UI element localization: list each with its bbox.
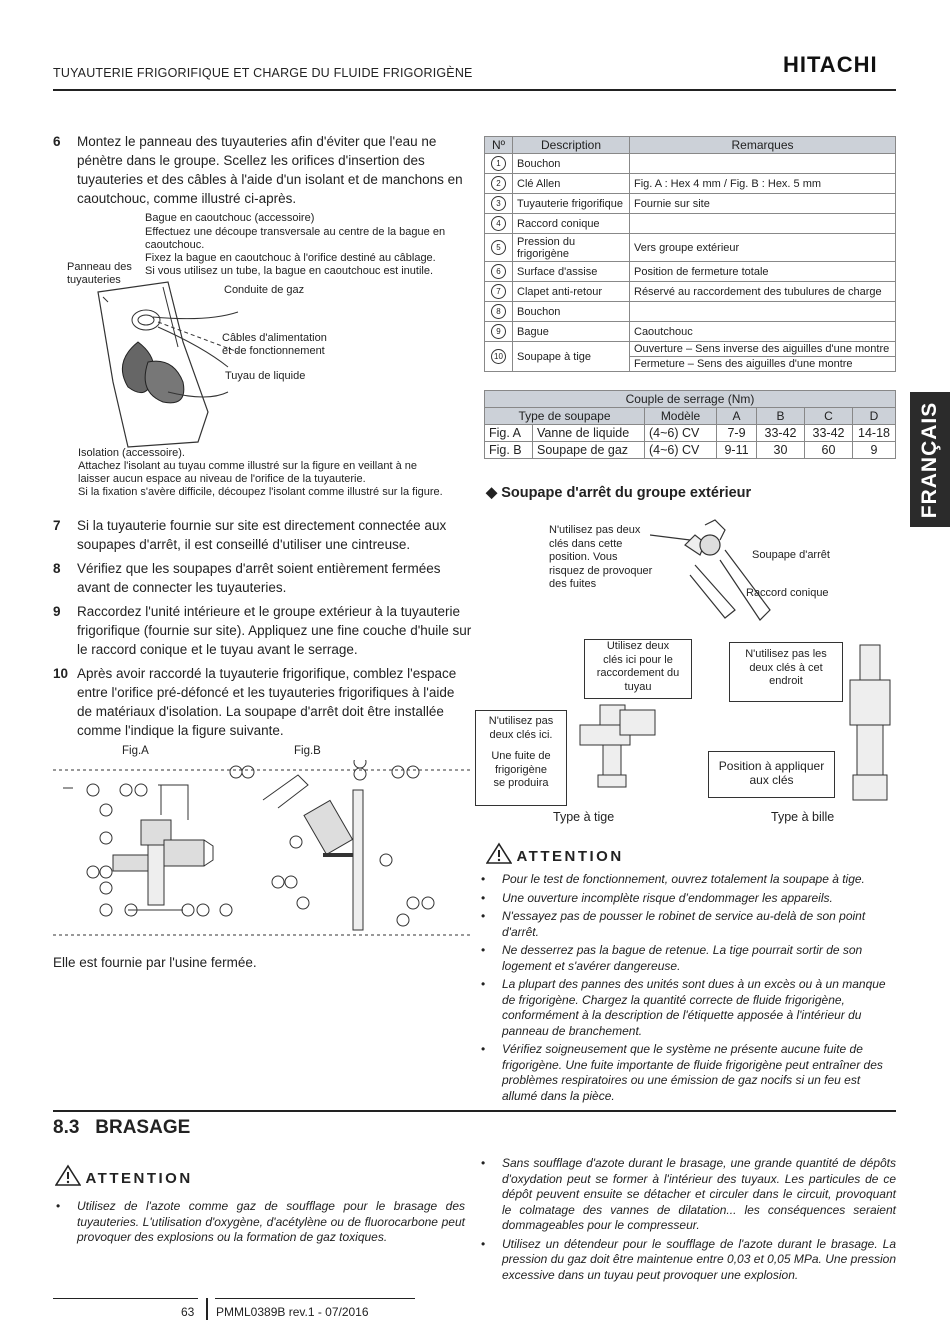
- col-header: Type de soupape: [485, 408, 645, 425]
- step-6: [53, 132, 473, 208]
- attention-title: ATTENTION: [516, 848, 624, 865]
- cell: 9: [853, 442, 896, 459]
- document-reference: PMML0389B rev.1 - 07/2016: [216, 1305, 369, 1319]
- box-line: clés ici pour le: [603, 653, 673, 666]
- language-tab-label: FRANÇAIS: [918, 401, 941, 518]
- item-remark: Position de fermeture totale: [630, 262, 896, 282]
- footer-line-left: [53, 1298, 198, 1299]
- tige-valve-illustration: [570, 685, 680, 795]
- footer-line-right: [215, 1298, 415, 1299]
- step-7: [53, 516, 473, 554]
- step-9: [53, 602, 473, 659]
- language-tab: [910, 392, 950, 527]
- sealing-figure: [53, 212, 473, 502]
- col-header: D: [853, 408, 896, 425]
- col-header: C: [805, 408, 853, 425]
- label-soupape-arret: Soupape d'arrêt: [752, 549, 830, 561]
- item-description: Clapet anti-retour: [513, 282, 630, 302]
- label-type-bille: Type à bille: [771, 810, 835, 824]
- step-text: Si la tuyauterie fournie sur site est directement connectée aux soupapes d'arrêt, il est conseillé d'utiliser une cintreuse.: [77, 518, 447, 552]
- item-number: 3: [491, 196, 506, 211]
- table-row: [485, 234, 896, 262]
- item-number: 4: [491, 216, 506, 231]
- warn-line: clés dans cette: [549, 537, 623, 550]
- wrench-illustration: [650, 515, 790, 625]
- label-panneau-1: Panneau des: [67, 261, 132, 273]
- list-item: • La plupart des pannes des unités sont dues à un excès ou à un manque de frigorigène. Chargez la quantité correcte de fluide frigorigène, conformément à la description de l'étiquette apposée à l'intérieur du panneau de branchement.: [478, 977, 896, 1039]
- box-line: endroit: [769, 675, 803, 687]
- item-number: 9: [491, 324, 506, 339]
- label-bague-line4: Si vous utilisez un tube, la bague en caoutchouc est inutile.: [145, 265, 434, 277]
- attention-list-1: [478, 872, 896, 1107]
- table-row: [485, 214, 896, 234]
- parts-table-header: [485, 137, 896, 154]
- warn-line: N'utilisez pas deux: [549, 524, 641, 536]
- box-line: Utilisez deux: [606, 640, 670, 652]
- header-divider: [53, 89, 896, 91]
- table-row: [485, 282, 896, 302]
- item-number: 5: [491, 240, 506, 255]
- box-line: frigorigène: [495, 763, 547, 776]
- list-item: • Une ouverture incomplète risque d’endommager les appareils.: [478, 891, 896, 907]
- attention-heading-1: [486, 842, 624, 866]
- box-line: tuyau: [624, 680, 652, 693]
- list-item: • Utilisez un détendeur pour le soufflage de l'azote durant le brasage. La pression du gaz doit être maintenue entre 0,03 et 0,05 MPa. Une pression excessive dans un tuyau peut provoquer une explosion.: [478, 1237, 896, 1284]
- item-number: 2: [491, 176, 506, 191]
- torque-table: [484, 390, 896, 459]
- attention-title: ATTENTION: [85, 1170, 193, 1187]
- item-remark: [630, 214, 896, 234]
- item-number: 7: [491, 284, 506, 299]
- table-row: [485, 174, 896, 194]
- header-title: TUYAUTERIE FRIGORIFIQUE ET CHARGE DU FLUIDE FRIGORIGÈNE: [53, 66, 473, 80]
- item-remark: Vers groupe extérieur: [630, 234, 896, 262]
- label-bague: Bague en caoutchouc (accessoire): [145, 212, 315, 224]
- warning-icon: [55, 1164, 81, 1186]
- item-remark: Fig. A : Hex 4 mm / Fig. B : Hex. 5 mm: [630, 174, 896, 194]
- box-line: deux clés ici.: [489, 728, 553, 741]
- section-title: BRASAGE: [95, 1117, 191, 1138]
- box-line: raccordement du: [596, 667, 680, 679]
- table-row: [485, 302, 896, 322]
- label-bague-line1: Effectuez une découpe transversale au centre de la bague en: [145, 226, 446, 238]
- cell: 7-9: [717, 425, 757, 442]
- table-row: [485, 442, 896, 459]
- item-remark-2: Fermeture – Sens des aiguilles d'une montre: [634, 358, 853, 370]
- item-description: Clé Allen: [513, 174, 630, 194]
- warn-line: position. Vous: [549, 551, 618, 563]
- item-number: 8: [491, 304, 506, 319]
- item-description: Raccord conique: [513, 214, 630, 234]
- cell: 33-42: [805, 425, 853, 442]
- item-description: Surface d'assise: [513, 262, 630, 282]
- cell: 60: [805, 442, 853, 459]
- box-line: aux clés: [749, 772, 794, 787]
- soupape-title: Soupape d'arrêt du groupe extérieur: [501, 485, 752, 501]
- cell: 14-18: [853, 425, 896, 442]
- step-text: Après avoir raccordé la tuyauterie frigorifique, comblez l'espace entre l'orifice pré-défoncé et les tuyauteries frigorifiques à l'aide de matériaux d'isolation. La soupape d'arrêt doit être installée comme l'indique la figure suivante.: [77, 666, 457, 738]
- item-remark: Caoutchouc: [630, 322, 896, 342]
- diamond-icon: ◆: [486, 485, 498, 501]
- warning-icon: [486, 842, 512, 864]
- parts-table: [484, 136, 896, 372]
- list-item: • N'essayez pas de pousser le robinet de service au-delà de son point d'arrêt.: [478, 909, 896, 940]
- step-text: Montez le panneau des tuyauteries afin d'éviter que l'eau ne pénètre dans le groupe. Scellez les orifices d'insertion des tuyauteries et des câbles à l'aide d'un isolant et de manchons en caoutchouc, comme illustré ci-après.: [77, 134, 463, 206]
- col-header: Description: [513, 137, 630, 154]
- box-nutilisez-right: [729, 642, 843, 702]
- table-row: [485, 425, 896, 442]
- item-description: Bouchon: [513, 154, 630, 174]
- cell: Vanne de liquide: [533, 425, 645, 442]
- item-remark: [630, 302, 896, 322]
- label-bague-line2: caoutchouc.: [145, 239, 205, 251]
- label-cables-1: Câbles d'alimentation: [222, 332, 327, 344]
- table-row: [485, 322, 896, 342]
- item-number: 6: [491, 264, 506, 279]
- label-isolation-1: Isolation (accessoire).: [78, 447, 185, 459]
- box-line: Une fuite de: [491, 750, 551, 762]
- step-8: [53, 559, 473, 597]
- cell: (4~6) CV: [645, 425, 717, 442]
- label-isolation-4: Si la fixation s'avère difficile, découpez l'isolant comme illustré sur la figure.: [78, 486, 443, 498]
- item-remark: Réservé au raccordement des tubulures de charge: [630, 282, 896, 302]
- item-number: 1: [491, 156, 506, 171]
- attention-heading-2: [55, 1164, 193, 1188]
- torque-title: Couple de serrage (Nm): [485, 391, 896, 408]
- col-header: Remarques: [630, 137, 896, 154]
- table-row: [485, 262, 896, 282]
- item-description: Pression du frigorigène: [513, 234, 630, 262]
- list-item: • Pour le test de fonctionnement, ouvrez totalement la soupape à tige.: [478, 872, 896, 888]
- list-item: • Ne desserrez pas la bague de retenue. La tige pourrait sortir de son logement et s'avérer dangereuse.: [478, 943, 896, 974]
- step-text: Raccordez l'unité intérieure et le groupe extérieur à la tuyauterie frigorifique (fournie sur site). Appliquez une fine couche d'huile sur le raccord conique et le tuyau avant le serrage.: [77, 604, 472, 657]
- item-description: Soupape à tige: [513, 342, 630, 372]
- fig-b-label: Fig.B: [294, 745, 321, 757]
- panel-illustration: [88, 272, 258, 452]
- section-number: 8.3: [53, 1117, 80, 1138]
- table-row: [485, 342, 896, 372]
- table-row: [485, 194, 896, 214]
- cell: Fig. B: [485, 442, 533, 459]
- cell: 9-11: [717, 442, 757, 459]
- footer-separator: [206, 1298, 208, 1320]
- cell: 30: [757, 442, 805, 459]
- label-tuyau: Tuyau de liquide: [225, 370, 306, 382]
- section-heading: [53, 1117, 190, 1139]
- col-header: Nº: [485, 137, 513, 154]
- attention-list-2: [53, 1199, 465, 1249]
- brasage-list: [478, 1156, 896, 1286]
- box-line: deux clés à cet: [749, 661, 823, 674]
- col-header: B: [757, 408, 805, 425]
- box-line: se produira: [493, 777, 549, 789]
- label-isolation-3: laisser aucun espace au niveau de l'orifice de la tuyauterie.: [78, 473, 366, 485]
- step-number: 9: [53, 604, 61, 619]
- step-number: 10: [53, 666, 69, 681]
- box-position-cles: [708, 751, 835, 798]
- item-description: Tuyauterie frigorifique: [513, 194, 630, 214]
- box-nutilisez-left: [475, 710, 567, 806]
- cell: Fig. A: [485, 425, 533, 442]
- section-divider: [53, 1110, 896, 1112]
- col-header: A: [717, 408, 757, 425]
- label-isolation-2: Attachez l'isolant au tuyau comme illustré sur la figure en veillant à ne: [78, 460, 417, 472]
- step-10: [53, 664, 473, 740]
- item-remark: Fournie sur site: [630, 194, 896, 214]
- cell: Soupape de gaz: [533, 442, 645, 459]
- box-utilisez-deux-cles: [584, 639, 692, 699]
- table-row: [485, 154, 896, 174]
- step-number: 6: [53, 134, 61, 149]
- label-cables-2: et de fonctionnement: [222, 345, 325, 357]
- box-line: N'utilisez pas les: [745, 648, 827, 660]
- bille-valve-illustration: [845, 640, 895, 810]
- label-bague-line3: Fixez la bague en caoutchouc à l'orifice destiné au câblage.: [145, 252, 436, 264]
- list-item: • Sans soufflage d'azote durant le brasage, une grande quantité de dépôts d'oxydation peut se former à l'intérieur des tuyaux. Les particules de ce dépôt peuvent ensuite se détacher et circuler dans le circuit, provoquant le colmatage des vannes de dilatation... les conséquences seraient dommageables pour le compresseur.: [478, 1156, 896, 1234]
- cell: 33-42: [757, 425, 805, 442]
- valve-figures: [53, 760, 473, 940]
- item-number: 10: [491, 349, 506, 364]
- cell: (4~6) CV: [645, 442, 717, 459]
- label-raccord-conique: Raccord conique: [746, 587, 829, 599]
- item-remark: [630, 154, 896, 174]
- label-type-tige: Type à tige: [553, 810, 615, 824]
- soupape-heading: [486, 485, 751, 501]
- usine-note: Elle est fournie par l'usine fermée.: [53, 955, 257, 970]
- list-item: • Vérifiez soigneusement que le système ne présente aucune fuite de frigorigène. Une fuite importante de fluide frigorigène peut entraîner des problèmes respiratoires ou une émission de gaz nocifs si un feu est allumé dans la pièce.: [478, 1042, 896, 1104]
- step-text: Vérifiez que les soupapes d'arrêt soient entièrement fermées avant de connecter les tuyauteries.: [77, 561, 441, 595]
- warn-line: risquez de provoquer: [549, 564, 653, 577]
- item-description: Bouchon: [513, 302, 630, 322]
- hitachi-logo: HITACHI: [783, 52, 878, 77]
- step-number: 8: [53, 561, 61, 576]
- warn-label-1: [549, 524, 652, 592]
- step-number: 7: [53, 518, 61, 533]
- col-header: Modèle: [645, 408, 717, 425]
- warn-line: des fuites: [549, 578, 597, 590]
- list-item: • Utilisez de l'azote comme gaz de soufflage pour le brasage des tuyauteries. L'utilisation d'oxygène, d'acétylène ou de fluorocarbone peut provoquer des explosions ou la formation de gaz toxiques.: [53, 1199, 465, 1246]
- label-panneau-2: tuyauteries: [67, 274, 121, 286]
- page-number: 63: [181, 1305, 195, 1319]
- soupape-figure: [475, 515, 896, 835]
- label-conduite: Conduite de gaz: [224, 284, 305, 296]
- item-description: Bague: [513, 322, 630, 342]
- item-remark: Ouverture – Sens inverse des aiguilles d'une montre: [630, 342, 895, 357]
- box-line: Position à appliquer: [718, 759, 825, 773]
- box-line: N'utilisez pas: [488, 715, 554, 727]
- fig-a-label: Fig.A: [122, 745, 149, 757]
